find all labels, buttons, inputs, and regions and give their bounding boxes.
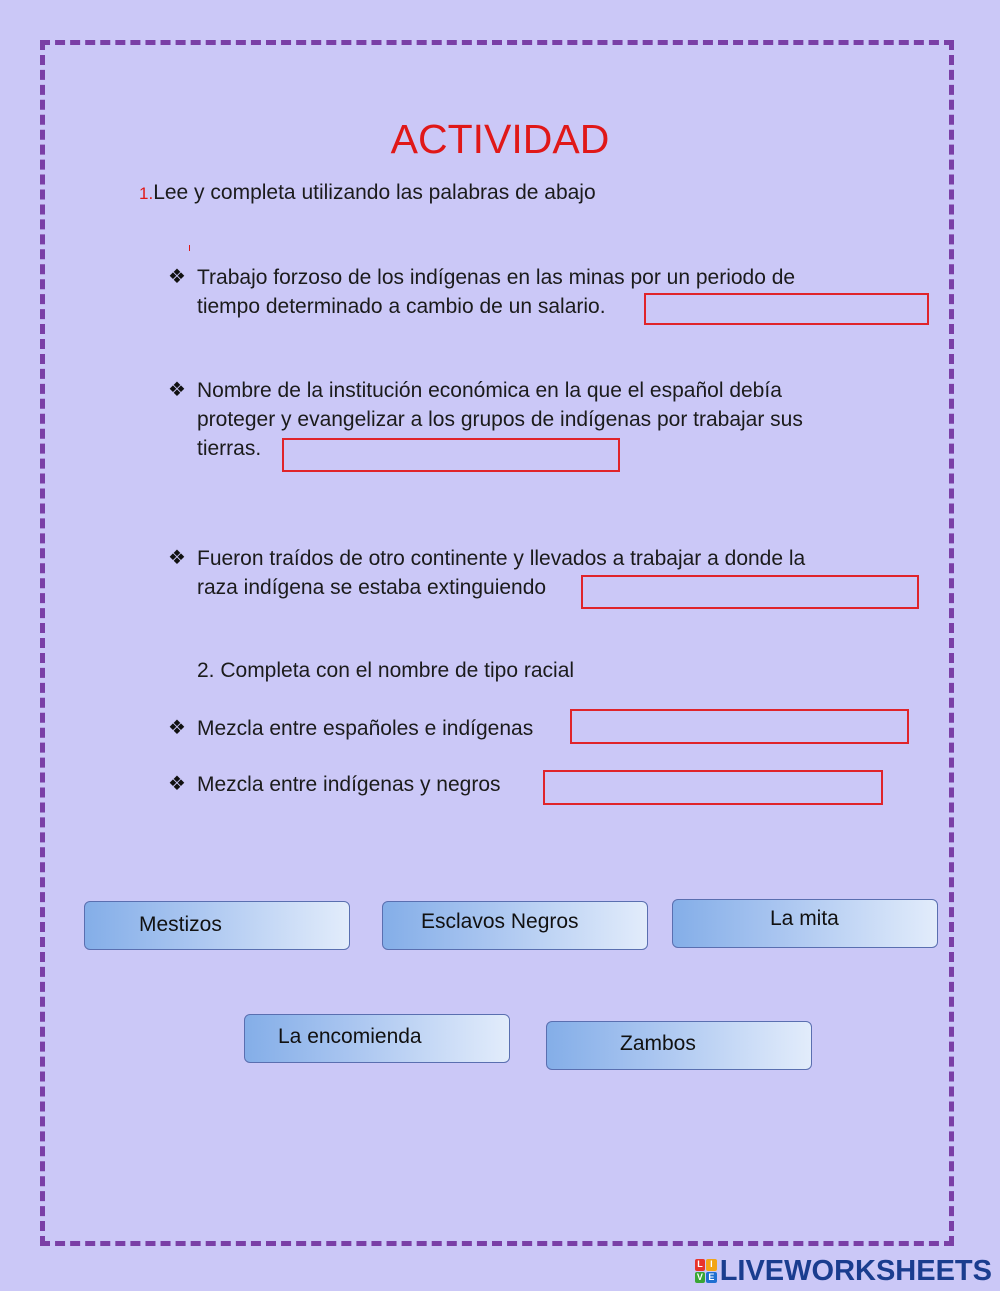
logo-icon: L I V E: [695, 1259, 717, 1283]
question-3-line-2: raza indígena se estaba extinguiendo: [197, 576, 547, 599]
word-option-label: Esclavos Negros: [421, 910, 579, 933]
word-option-label: Mestizos: [139, 913, 222, 936]
instruction-text: Lee y completa utilizando las palabras de abajo: [153, 181, 596, 204]
word-option-label: La encomienda: [278, 1025, 422, 1048]
answer-input-3[interactable]: [581, 575, 919, 609]
word-option-la-mita[interactable]: [672, 899, 938, 948]
answer-input-5[interactable]: [543, 770, 883, 805]
section-2-heading: 2. Completa con el nombre de tipo racial: [197, 659, 575, 682]
question-2-line-1: Nombre de la institución económica en la que el español debía: [197, 379, 782, 402]
question-2-line-2: proteger y evangelizar a los grupos de indígenas por trabajar sus: [197, 408, 803, 431]
question-1-line-2: tiempo determinado a cambio de un salario.: [197, 295, 606, 318]
bullet-icon: ❖: [168, 717, 186, 739]
question-4: Mezcla entre españoles e indígenas: [197, 717, 534, 740]
logo-text: LIVEWORKSHEETS: [719, 1254, 992, 1287]
answer-input-1[interactable]: [644, 293, 929, 325]
word-option-label: La mita: [770, 907, 839, 930]
decorative-tick: [189, 245, 190, 251]
word-option-esclavos-negros[interactable]: [382, 901, 648, 950]
word-option-zambos[interactable]: [546, 1021, 812, 1070]
page-border: [40, 40, 954, 1246]
word-option-mestizos[interactable]: [84, 901, 350, 950]
question-1-line-1: Trabajo forzoso de los indígenas en las minas por un periodo de: [197, 266, 796, 289]
question-2-line-3: tierras.: [197, 437, 262, 460]
question-3-line-1: Fueron traídos de otro continente y llevados a trabajar a donde la: [197, 547, 806, 570]
page-title: ACTIVIDAD: [390, 116, 610, 162]
word-option-label: Zambos: [620, 1032, 696, 1055]
answer-input-4[interactable]: [570, 709, 909, 744]
instruction: [139, 180, 596, 207]
word-option-la-encomienda[interactable]: [244, 1014, 510, 1063]
answer-input-2[interactable]: [282, 438, 620, 472]
instruction-number: 1.: [139, 184, 154, 203]
bullet-icon: ❖: [168, 379, 186, 401]
bullet-icon: ❖: [168, 547, 186, 569]
bullet-icon: ❖: [168, 266, 186, 288]
question-5: Mezcla entre indígenas y negros: [197, 773, 501, 796]
liveworksheets-logo: [695, 1254, 992, 1288]
bullet-icon: ❖: [168, 773, 186, 795]
